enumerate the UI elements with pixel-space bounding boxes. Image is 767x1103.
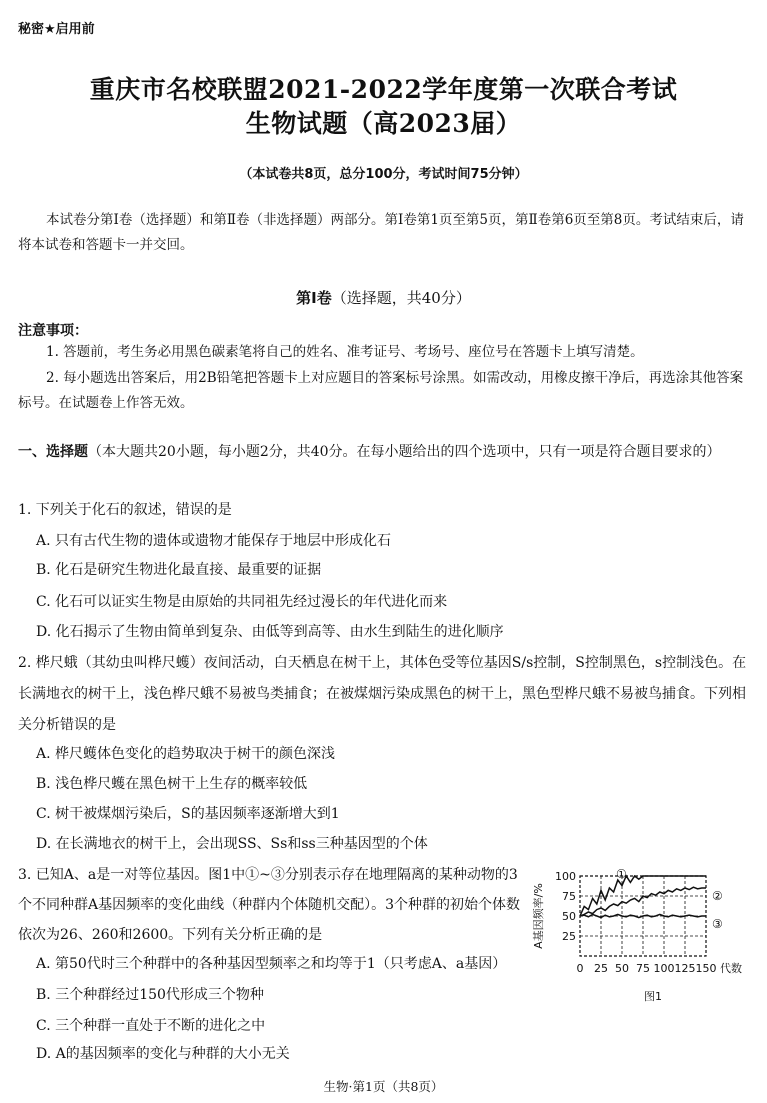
intro-paragraph: 本试卷分第Ⅰ卷（选择题）和第Ⅱ卷（非选择题）两部分。第Ⅰ卷第1页至第5页，第Ⅱ卷第6页至第8页。考试结束后，请将本试卷和答题卡一并交回。 (18, 212, 744, 253)
exam-note: （本试卷共8页，总分100分，考试时间75分钟） (239, 167, 528, 182)
question-1-stem: 1. 下列关于化石的叙述，错误的是 (18, 502, 232, 518)
question-1-option-d: D. 化石揭示了生物由简单到复杂、由低等到高等、由水生到陆生的进化顺序 (36, 624, 504, 640)
section1-title: 第Ⅰ卷 (296, 289, 332, 307)
x-tick-label: 100 (653, 962, 675, 975)
question-3-option-a: A. 第50代时三个种群中的各种基因型频率之和均等于1（只考虑A、a基因） (36, 956, 507, 972)
x-axis-label: 代数 (720, 962, 742, 975)
exam-subtitle: 生物试题（高2023届） (245, 109, 522, 138)
question-2-option-b: B. 浅色桦尺蠖在黑色树干上生存的概率较低 (36, 776, 308, 792)
x-tick-label: 125 (674, 962, 696, 975)
series-label: ① (616, 867, 627, 881)
x-tick-label: 75 (636, 962, 650, 975)
secret-label: 秘密★启用前 (18, 22, 95, 37)
question-3-stem: 3. 已知A、a是一对等位基因。图1中①~③分别表示存在地理隔离的某种动物的3个不同种群A基因频率的变化曲线（种群内个体随机交配）。3个种群的初始个体数依次为26、260和2600。下列有关分析正确的是 (18, 867, 521, 943)
y-axis-label: A基因频率/% (532, 883, 545, 949)
attention-heading: 注意事项： (18, 323, 88, 339)
question-3-option-b: B. 三个种群经过150代形成三个物种 (36, 987, 264, 1003)
x-tick-label: 50 (615, 962, 629, 975)
question-1-option-c: C. 化石可以证实生物是由原始的共同祖先经过漫长的年代进化而来 (36, 594, 448, 610)
y-tick-label: 50 (562, 910, 576, 923)
attention-item-2: 2. 每小题选出答案后，用2B铅笔把答题卡上对应题目的答案标号涂黑。如需改动，用橡皮擦干净后，再选涂其他答案标号。在试题卷上作答无效。 (18, 370, 744, 411)
exam-title: 重庆市名校联盟2021-2022学年度第一次联合考试 (89, 75, 678, 104)
question-1-option-a: A. 只有古代生物的遗体或遗物才能保存于地层中形成化石 (36, 533, 392, 549)
figure-1 (528, 866, 758, 1016)
question-2-option-c: C. 树干被煤烟污染后，S的基因频率逐渐增大到1 (36, 806, 340, 822)
attention-item-1: 1. 答题前，考生务必用黑色碳素笔将自己的姓名、准考证号、考场号、座位号在答题卡上填写清楚。 (46, 344, 644, 360)
section1-sub: （选择题，共40分） (331, 289, 471, 307)
part1-desc: （本大题共20小题，每小题2分，共40分。在每小题给出的四个选项中，只有一项是符合题目要求的） (88, 444, 721, 460)
question-3-option-c: C. 三个种群一直处于不断的进化之中 (36, 1018, 266, 1034)
section1-heading (0, 287, 767, 308)
part1-heading (18, 438, 750, 466)
question-2-stem: 2. 桦尺蛾（其幼虫叫桦尺蠖）夜间活动，白天栖息在树干上，其体色受等位基因S/s控制，S控制黑色，s控制浅色。在长满地衣的树干上，浅色桦尺蛾不易被鸟类捕食；在被煤烟污染成黑色的树干上，黑色型桦尺蛾不易被鸟捕食。下列相关分析错误的是 (18, 655, 747, 733)
y-tick-label: 100 (555, 870, 576, 883)
question-3-option-d: D. A的基因频率的变化与种群的大小无关 (36, 1046, 290, 1062)
question-2-option-a: A. 桦尺蠖体色变化的趋势取决于树干的颜色深浅 (36, 746, 336, 762)
y-tick-label: 75 (562, 890, 576, 903)
y-tick-label: 25 (562, 930, 576, 943)
x-tick-label: 25 (594, 962, 608, 975)
question-2-option-d: D. 在长满地衣的树干上，会出现SS、Ss和ss三种基因型的个体 (36, 836, 428, 852)
series-label: ③ (712, 917, 723, 931)
series-label: ② (712, 889, 723, 903)
part1-label: 一、选择题 (18, 444, 88, 460)
x-tick-label: 0 (576, 962, 584, 975)
page-footer: 生物·第1页（共8页） (323, 1079, 444, 1094)
question-1-option-b: B. 化石是研究生物进化最直接、最重要的证据 (36, 562, 322, 578)
figure-1-chart (528, 866, 758, 1016)
x-tick-label: 150 (695, 962, 717, 975)
figure-caption: 图1 (644, 990, 662, 1003)
